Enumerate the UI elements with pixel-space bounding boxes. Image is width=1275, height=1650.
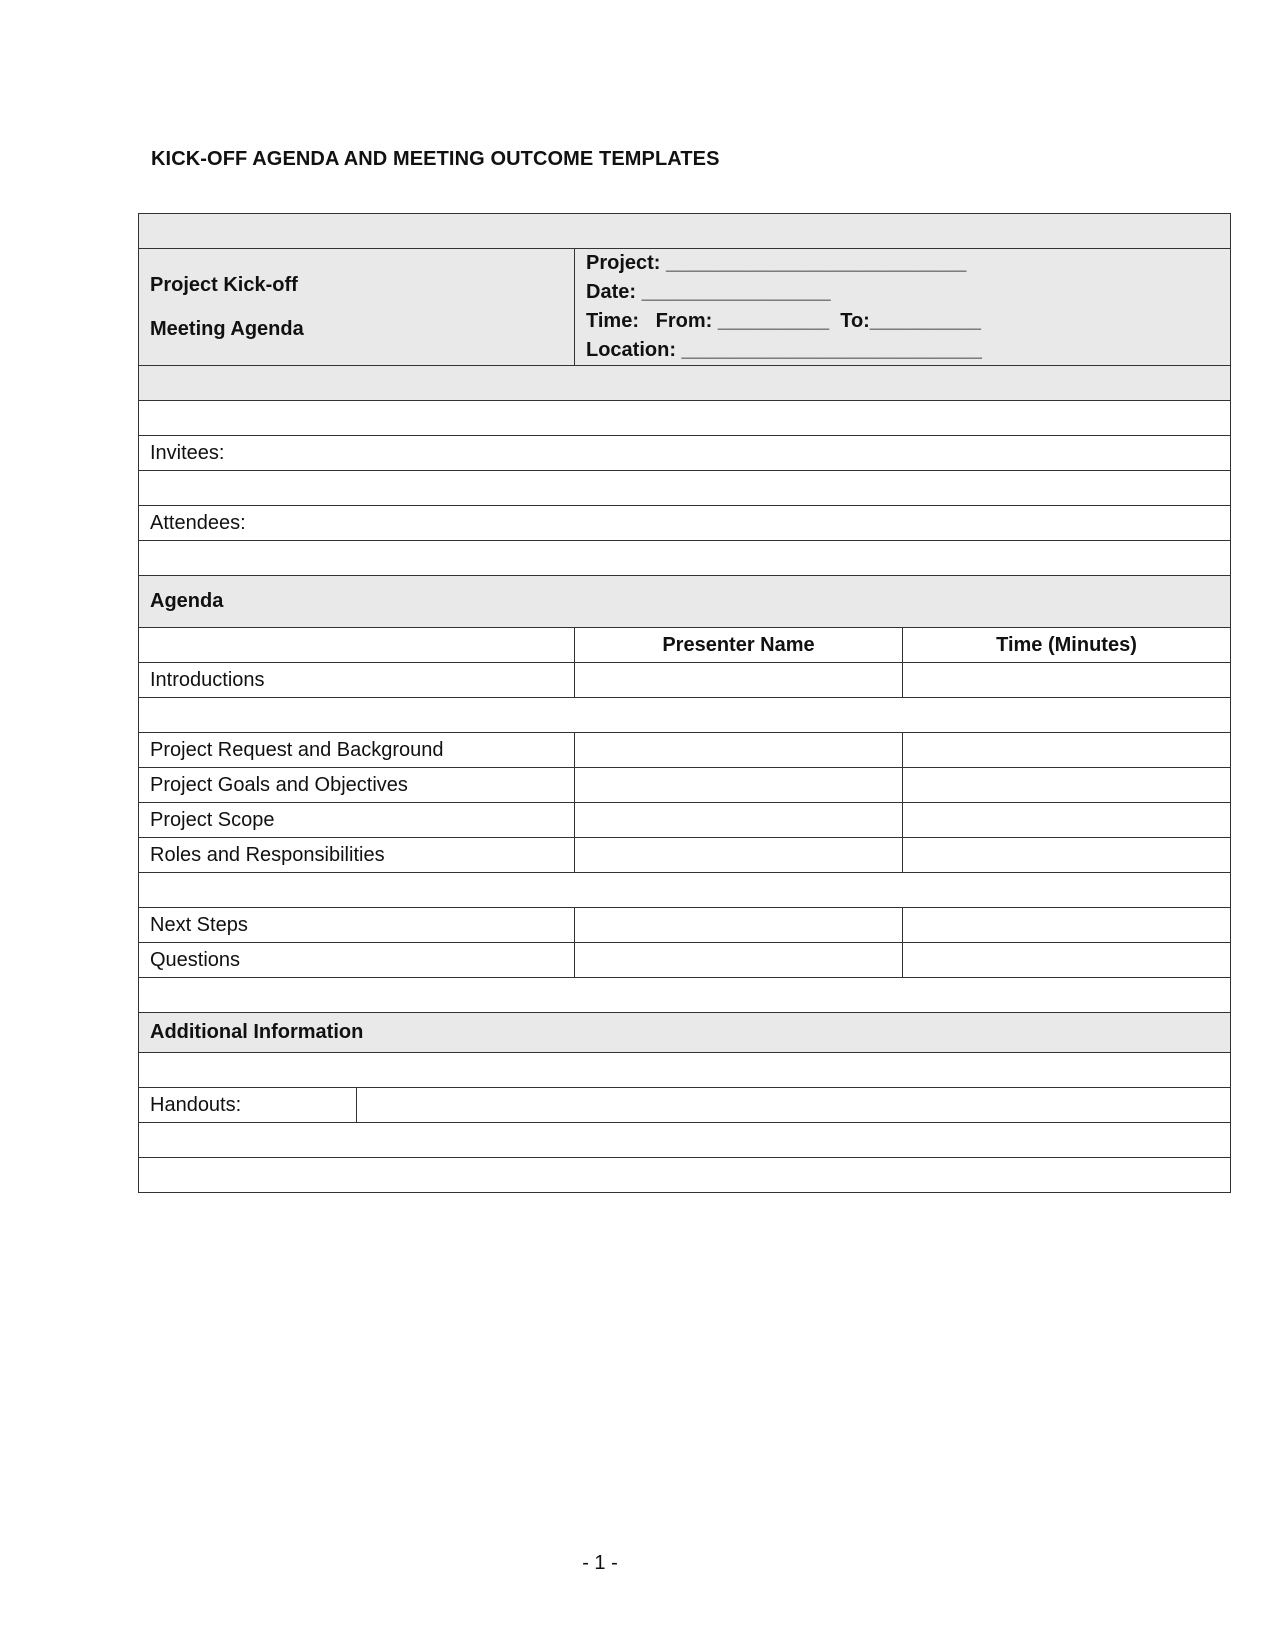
invitees-row[interactable] [139, 436, 1231, 471]
blank-row [139, 698, 1231, 733]
blank-row [139, 1053, 1231, 1088]
agenda-row [139, 943, 1231, 978]
time-cell[interactable] [903, 943, 1231, 978]
agenda-item-label: Project Goals and Objectives [139, 768, 575, 803]
time-cell[interactable] [903, 908, 1231, 943]
additional-info-title: Additional Information [139, 1013, 1231, 1053]
blank-row [139, 978, 1231, 1013]
attendees-label[interactable]: Attendees: [139, 506, 1231, 541]
blank-row [139, 401, 1231, 436]
agenda-title: Agenda [139, 576, 1231, 628]
time-cell[interactable] [903, 663, 1231, 698]
form-title [139, 249, 575, 366]
agenda-row [139, 838, 1231, 873]
time-cell[interactable] [903, 838, 1231, 873]
page-number: - 1 - [582, 1552, 618, 1574]
time-cell[interactable] [903, 803, 1231, 838]
form-title-line1: Project Kick-off [150, 274, 298, 296]
invitees-label[interactable]: Invitees: [139, 436, 1231, 471]
blank-row [139, 1158, 1231, 1193]
presenter-cell[interactable] [575, 838, 903, 873]
presenter-cell[interactable] [575, 768, 903, 803]
spacer-row [139, 366, 1231, 401]
agenda-item-label: Project Request and Background [139, 733, 575, 768]
agenda-row [139, 663, 1231, 698]
presenter-name-header: Presenter Name [575, 628, 903, 663]
blank-row [139, 541, 1231, 576]
agenda-row [139, 733, 1231, 768]
spacer-row [139, 214, 1231, 249]
date-field[interactable]: Date: _________________ [586, 281, 831, 303]
blank-row [139, 873, 1231, 908]
presenter-cell[interactable] [575, 943, 903, 978]
presenter-cell[interactable] [575, 733, 903, 768]
agenda-column-headers [139, 628, 1231, 663]
meeting-details [575, 249, 1231, 366]
presenter-cell[interactable] [575, 663, 903, 698]
handouts-label: Handouts: [139, 1088, 357, 1123]
presenter-cell[interactable] [575, 803, 903, 838]
agenda-section-row [139, 576, 1231, 628]
time-cell[interactable] [903, 733, 1231, 768]
agenda-row [139, 803, 1231, 838]
agenda-item-label: Questions [139, 943, 575, 978]
handouts-field[interactable] [357, 1088, 1231, 1123]
document-heading: KICK-OFF AGENDA AND MEETING OUTCOME TEMPLATES [151, 148, 720, 170]
agenda-item-label: Project Scope [139, 803, 575, 838]
agenda-row [139, 908, 1231, 943]
agenda-row [139, 768, 1231, 803]
location-field[interactable]: Location: ___________________________ [586, 339, 982, 361]
kickoff-agenda-form [138, 213, 1231, 1193]
agenda-item-label: Introductions [139, 663, 575, 698]
attendees-row[interactable] [139, 506, 1231, 541]
agenda-item-header [139, 628, 575, 663]
form-title-line2: Meeting Agenda [150, 318, 304, 340]
time-field[interactable]: Time: From: __________ To:__________ [586, 310, 982, 332]
additional-section-row [139, 1013, 1231, 1053]
agenda-item-label: Next Steps [139, 908, 575, 943]
time-minutes-header: Time (Minutes) [903, 628, 1231, 663]
presenter-cell[interactable] [575, 908, 903, 943]
project-field[interactable]: Project: ___________________________ [586, 252, 967, 274]
blank-row [139, 471, 1231, 506]
handouts-row [139, 1088, 1231, 1123]
header-row [139, 249, 1231, 366]
blank-row [139, 1123, 1231, 1158]
time-cell[interactable] [903, 768, 1231, 803]
agenda-item-label: Roles and Responsibilities [139, 838, 575, 873]
